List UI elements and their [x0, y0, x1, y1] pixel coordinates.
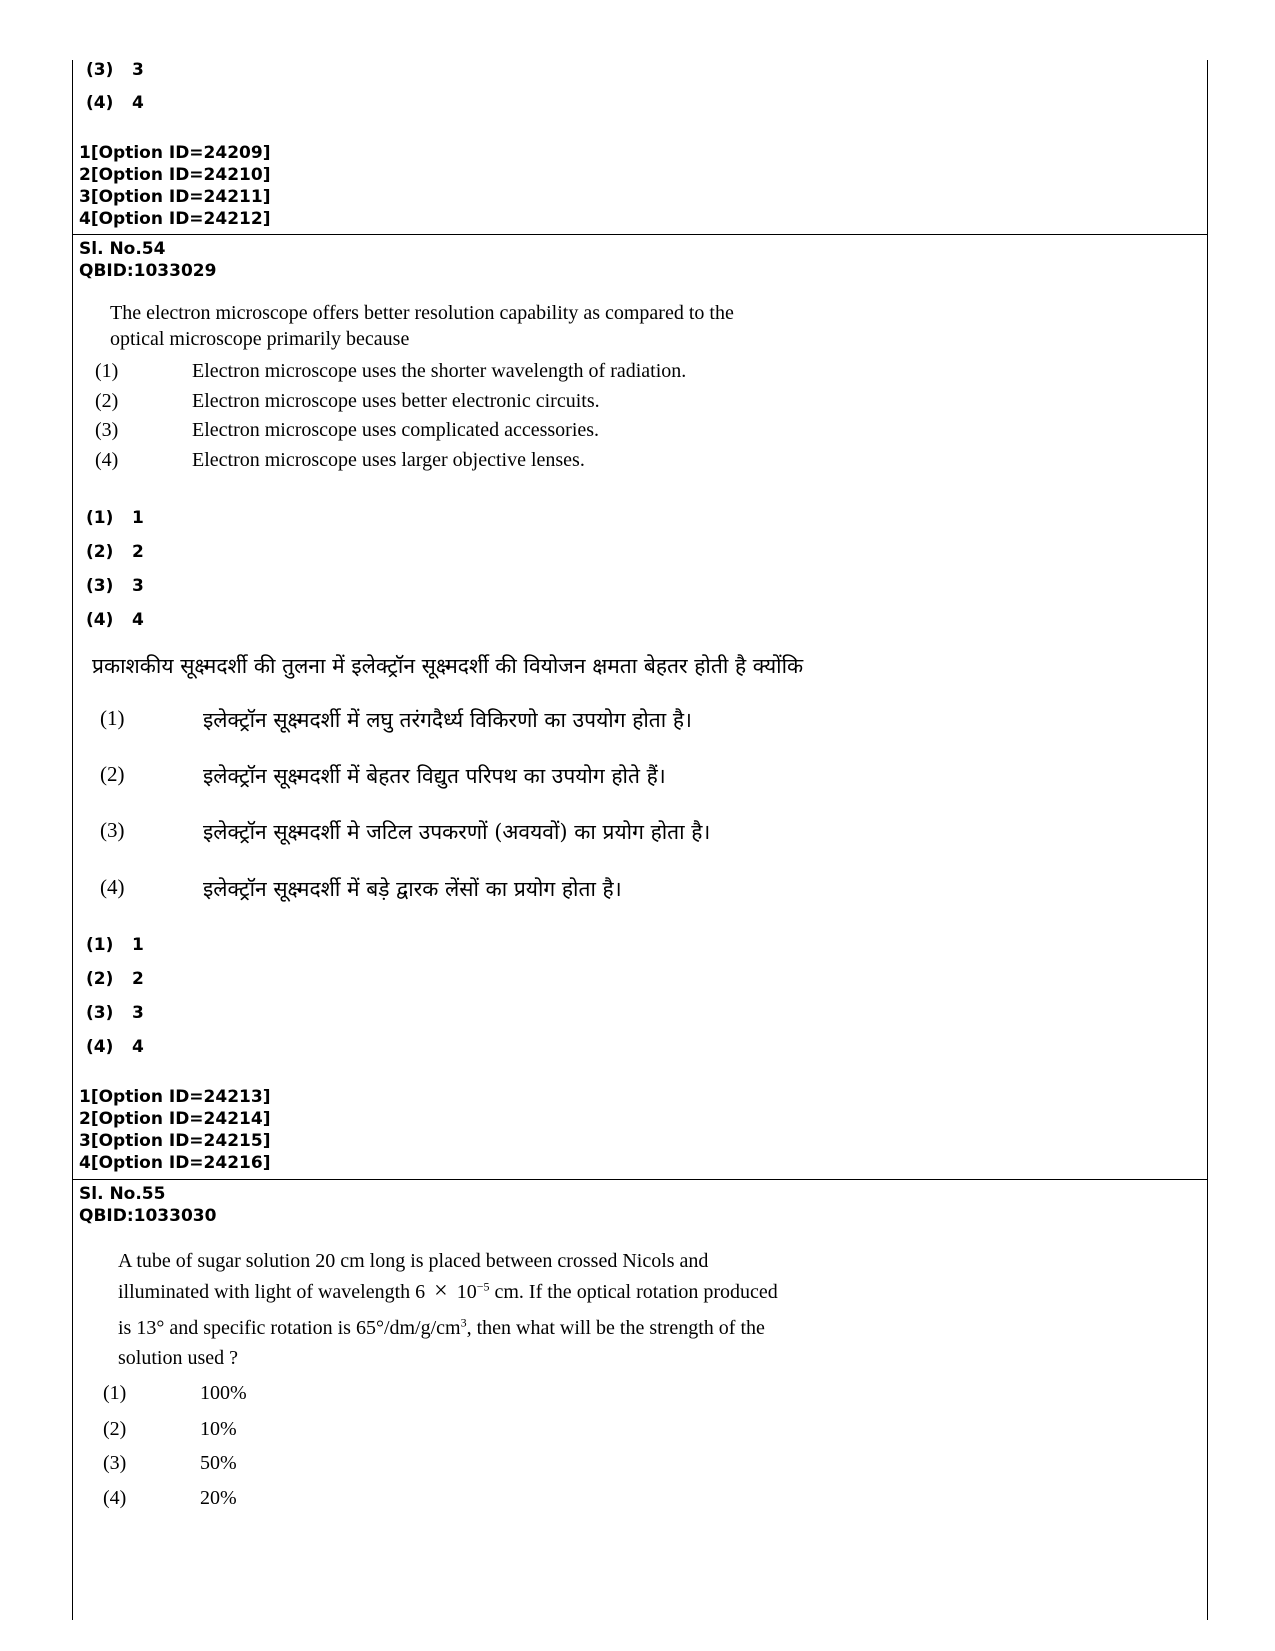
option-id: 3[Option ID=24215]: [79, 1131, 271, 1151]
option-id-list: [79, 1086, 270, 1174]
left-border: [72, 60, 73, 1620]
right-border: [1207, 60, 1208, 1620]
option-id: 3[Option ID=24211]: [79, 187, 271, 207]
question-divider: [72, 234, 1208, 235]
serial-number: Sl. No.54: [79, 239, 166, 259]
option-id: 2[Option ID=24210]: [79, 165, 271, 185]
option-id-list: [79, 142, 270, 230]
answer-row: (3) 3: [86, 576, 144, 596]
hindi-question-stem: प्रकाशकीय सूक्ष्मदर्शी की तुलना में इलेक्ट्रॉन सूक्ष्मदर्शी की वियोजन क्षमता बेहतर होती है क्योंकि: [92, 654, 804, 678]
question-divider: [72, 1179, 1208, 1180]
option-id: 4[Option ID=24216]: [79, 1153, 271, 1173]
question-stem: A tube of sugar solution 20 cm long is placed between crossed Nicols and illuminated with light of wavelength $6 \times 10^{-5}$ cm. If the optical rotation produced is 13° and specific rotation is $65^\circ/dm/g/cm^3$, then what will be the strength of the solution used ?: [118, 1250, 778, 1369]
answer-row: (1) 1: [86, 935, 144, 955]
option-id: 1[Option ID=24209]: [79, 143, 271, 163]
option-id: 1[Option ID=24213]: [79, 1087, 271, 1107]
question-header: [79, 1183, 216, 1227]
answer-row: (4) 4: [86, 93, 144, 113]
answer-row: (4) 4: [86, 610, 144, 630]
qbid: QBID:1033029: [79, 261, 217, 281]
answer-row: (2) 2: [86, 542, 144, 562]
option-id: 4[Option ID=24212]: [79, 209, 271, 229]
option-id: 2[Option ID=24214]: [79, 1109, 271, 1129]
answer-row: (2) 2: [86, 969, 144, 989]
answer-row: (1) 1: [86, 508, 144, 528]
answer-row: (4) 4: [86, 1037, 144, 1057]
qbid: QBID:1033030: [79, 1206, 217, 1226]
question-stem: The electron microscope offers better resolution capability as compared to the optical microscope primarily because: [110, 302, 734, 350]
answer-row: (3) 3: [86, 1003, 144, 1023]
question-header: [79, 238, 216, 282]
serial-number: Sl. No.55: [79, 1184, 166, 1204]
answer-row: (3) 3: [86, 60, 144, 80]
